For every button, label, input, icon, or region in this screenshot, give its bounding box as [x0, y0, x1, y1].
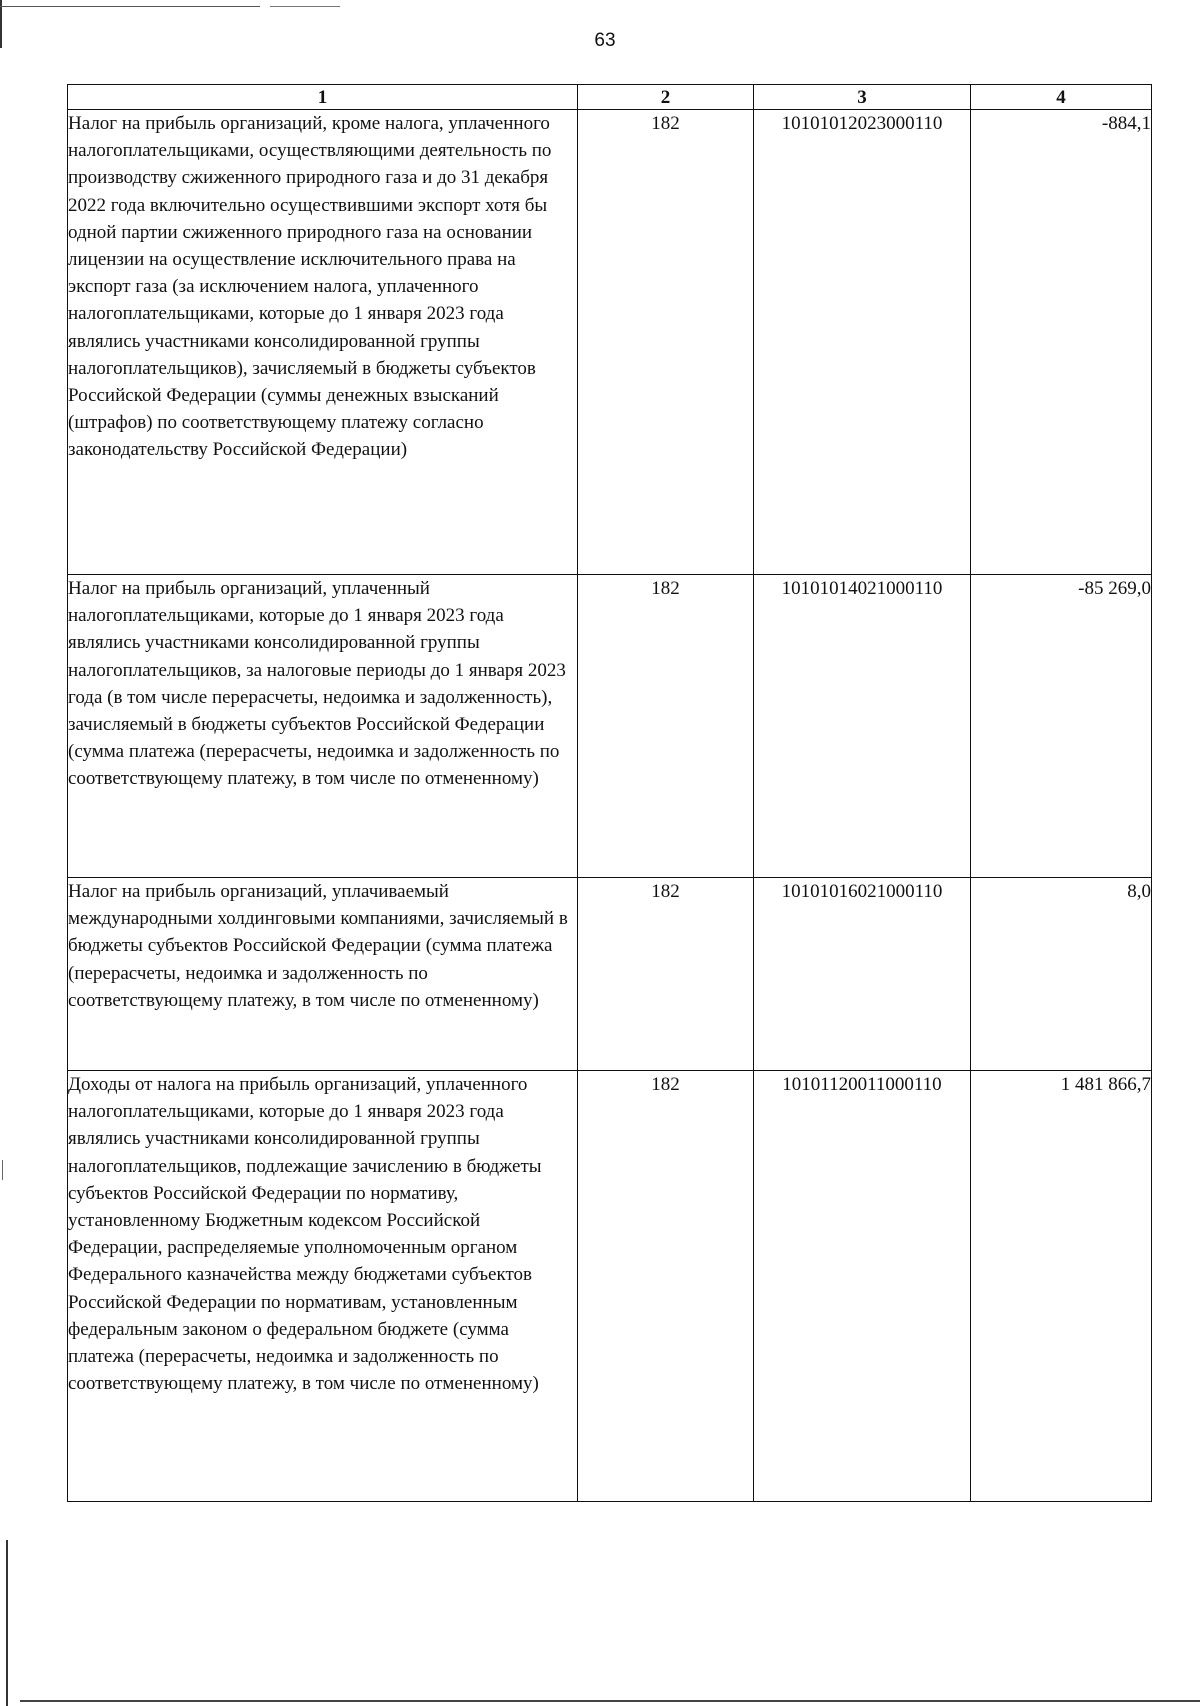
- row-admin-code: 182: [578, 110, 754, 575]
- row-description: Доходы от налога на прибыль организаций, уплаченного налогоплательщиками, которые до 1 января 2023 года являлись участниками консолидированной группы налогоплательщиков, подлежащие зачислению в бюджеты субъектов Российской Федерации по нормативу, установленному Бюджетным кодексом Российской Федерации, распределяемые уполномоченным органом Федерального казначейства между бюджетами субъектов Российской Федерации по нормативам, установленным федеральным законом о федеральном бюджете (сумма платежа (перерасчеты, недоимка и задолженность по соответствующему платежу, в том числе по отмененному): [68, 1071, 578, 1502]
- row-description: Налог на прибыль организаций, кроме налога, уплаченного налогоплательщиками, осуществляющими деятельность по производству сжиженного природного газа и до 31 декабря 2022 года включительно осуществившими экспорт хотя бы одной партии сжиженного природного газа на основании лицензии на осуществление исключительного права на экспорт газа (за исключением налога, уплаченного налогоплательщиками, которые до 1 января 2023 года являлись участниками консолидированной группы налогоплательщиков), зачисляемый в бюджеты субъектов Российской Федерации (суммы денежных взысканий (штрафов) по соответствующему платежу согласно законодательству Российской Федерации): [68, 110, 578, 575]
- scan-edge-mark: [20, 1700, 1200, 1702]
- scan-edge-mark: [6, 1540, 8, 1706]
- scan-edge-mark: [270, 6, 340, 7]
- table-header-row: [68, 85, 1152, 110]
- table-row: [68, 1071, 1152, 1502]
- page-number: 63: [594, 30, 616, 51]
- column-header-2: 2: [578, 85, 754, 110]
- row-description: Налог на прибыль организаций, уплаченный налогоплательщиками, которые до 1 января 2023 года являлись участниками консолидированной группы налогоплательщиков, за налоговые периоды до 1 января 2023 года (в том числе перерасчеты, недоимка и задолженность), зачисляемый в бюджеты субъектов Российской Федерации (сумма платежа (перерасчеты, недоимка и задолженность по соответствующему платежу, в том числе по отмененному): [68, 575, 578, 878]
- row-amount: 8,0: [971, 878, 1152, 1071]
- row-admin-code: 182: [578, 1071, 754, 1502]
- row-amount: -884,1: [971, 110, 1152, 575]
- row-admin-code: 182: [578, 878, 754, 1071]
- row-kbk-code: 10101120011000110: [754, 1071, 971, 1502]
- table-row: [68, 878, 1152, 1071]
- row-kbk-code: 10101012023000110: [754, 110, 971, 575]
- column-header-3: 3: [754, 85, 971, 110]
- row-admin-code: 182: [578, 575, 754, 878]
- row-description: Налог на прибыль организаций, уплачиваемый международными холдинговыми компаниями, зачисляемый в бюджеты субъектов Российской Федерации (сумма платежа (перерасчеты, недоимка и задолженность по соответствующему платежу, в том числе по отмененному): [68, 878, 578, 1071]
- table-row: [68, 110, 1152, 575]
- column-header-4: 4: [971, 85, 1152, 110]
- column-header-1: 1: [68, 85, 578, 110]
- scan-edge-mark: [0, 6, 260, 7]
- row-kbk-code: 10101016021000110: [754, 878, 971, 1071]
- revenue-table: [67, 84, 1152, 1502]
- scan-edge-mark: [2, 1160, 3, 1180]
- row-amount: 1 481 866,7: [971, 1071, 1152, 1502]
- table-row: [68, 575, 1152, 878]
- row-kbk-code: 10101014021000110: [754, 575, 971, 878]
- row-amount: -85 269,0: [971, 575, 1152, 878]
